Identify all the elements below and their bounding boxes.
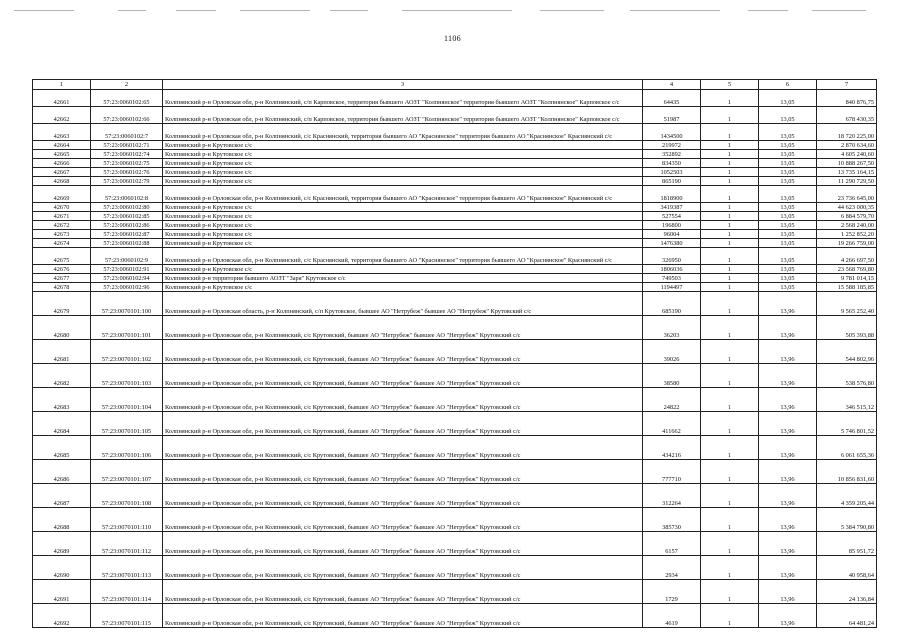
cadastral-number: 57:23:0060102:96 [91, 283, 163, 292]
area-value: 1476380 [643, 239, 701, 248]
quantity-value: 1 [701, 484, 759, 508]
area-value: 39026 [643, 340, 701, 364]
total-value: 19 266 759,00 [817, 239, 877, 248]
total-value: 9 565 252,40 [817, 292, 877, 316]
area-value: 96004 [643, 230, 701, 239]
quantity-value: 1 [701, 186, 759, 203]
table-row [33, 364, 877, 388]
quantity-value: 1 [701, 604, 759, 628]
record-number: 42692 [33, 604, 91, 628]
record-number: 42683 [33, 388, 91, 412]
record-number: 42668 [33, 177, 91, 186]
total-value: 85 951,72 [817, 532, 877, 556]
area-value: 865190 [643, 177, 701, 186]
total-value: 5 746 801,52 [817, 412, 877, 436]
record-number: 42679 [33, 292, 91, 316]
quantity-value: 1 [701, 221, 759, 230]
area-value: 1729 [643, 580, 701, 604]
table-row [33, 283, 877, 292]
record-number: 42675 [33, 248, 91, 265]
rate-value: 13,05 [759, 186, 817, 203]
quantity-value: 1 [701, 230, 759, 239]
quantity-value: 1 [701, 283, 759, 292]
table-row [33, 274, 877, 283]
record-number: 42690 [33, 556, 91, 580]
registry-table [32, 79, 877, 628]
area-value: 352892 [643, 150, 701, 159]
table-row [33, 90, 877, 107]
area-value: 6157 [643, 532, 701, 556]
location-address: Колпнянский р-н Орловская обл, р-н Колпнянский, с/с Краснянский, территория бывшего АО "Краснянское" территория бывшего АО "Краснянское" Краснянский с/с [163, 186, 643, 203]
area-value: 1194497 [643, 283, 701, 292]
location-address: Колпнянский р-н Крутовское с/с [163, 159, 643, 168]
rate-value: 13,96 [759, 532, 817, 556]
quantity-value: 1 [701, 364, 759, 388]
table-row [33, 388, 877, 412]
rate-value: 13,05 [759, 141, 817, 150]
area-value: 777710 [643, 460, 701, 484]
record-number: 42663 [33, 124, 91, 141]
table-row [33, 580, 877, 604]
record-number: 42685 [33, 436, 91, 460]
quantity-value: 1 [701, 412, 759, 436]
quantity-value: 1 [701, 239, 759, 248]
record-number: 42684 [33, 412, 91, 436]
quantity-value: 1 [701, 274, 759, 283]
total-value: 10 856 831,60 [817, 460, 877, 484]
record-number: 42671 [33, 212, 91, 221]
record-number: 42677 [33, 274, 91, 283]
total-value: 23 736 645,00 [817, 186, 877, 203]
quantity-value: 1 [701, 460, 759, 484]
rate-value: 13,05 [759, 212, 817, 221]
location-address: Колпнянский р-н Орловская обл, р-н Колпнянский, с/с Крутовский, бывшее АО "Нетрубеж" бывшее АО "Нетрубеж" Крутовский с/с [163, 508, 643, 532]
table-row [33, 212, 877, 221]
cadastral-number: 57:23:0070101:100 [91, 292, 163, 316]
record-number: 42682 [33, 364, 91, 388]
total-value: 24 136,84 [817, 580, 877, 604]
location-address: Колпнянский р-н Крутовское с/с [163, 141, 643, 150]
area-value: 434216 [643, 436, 701, 460]
quantity-value: 1 [701, 203, 759, 212]
quantity-value: 1 [701, 107, 759, 124]
table-row [33, 230, 877, 239]
table-row [33, 203, 877, 212]
location-address: Колпнянский р-н Орловская обл, р-н Колпнянский, с/с Крутовский, бывшее АО "Нетрубеж" бывшее АО "Нетрубеж" Крутовский с/с [163, 604, 643, 628]
record-number: 42673 [33, 230, 91, 239]
quantity-value: 1 [701, 150, 759, 159]
total-value: 40 958,64 [817, 556, 877, 580]
table-row [33, 532, 877, 556]
record-number: 42666 [33, 159, 91, 168]
quantity-value: 1 [701, 436, 759, 460]
area-value: 2934 [643, 556, 701, 580]
quantity-value: 1 [701, 90, 759, 107]
location-address: Колпнянский р-н Орловская обл, р-н Колпнянский, с/с Крутовский, бывшее АО "Нетрубеж" бывшее АО "Нетрубеж" Крутовский с/с [163, 364, 643, 388]
total-value: 23 568 769,80 [817, 265, 877, 274]
record-number: 42669 [33, 186, 91, 203]
cadastral-number: 57:23:0060102:71 [91, 141, 163, 150]
cadastral-number: 57:23:0070101:114 [91, 580, 163, 604]
total-value: 15 588 185,85 [817, 283, 877, 292]
location-address: Колпнянский р-н Крутовское с/с [163, 168, 643, 177]
page-number: 1106 [444, 34, 461, 43]
total-value: 6 884 579,70 [817, 212, 877, 221]
quantity-value: 1 [701, 124, 759, 141]
total-value: 1 252 852,20 [817, 230, 877, 239]
cadastral-number: 57:23:0070101:108 [91, 484, 163, 508]
rate-value: 13,96 [759, 580, 817, 604]
area-value: 385730 [643, 508, 701, 532]
cadastral-number: 57:23:0070101:115 [91, 604, 163, 628]
location-address: Колпнянский р-н Орловская обл, р-н Колпнянский, с/с Краснянский, территория бывшего АО "Краснянское" территория бывшего АО "Краснянское" Краснянский с/с [163, 248, 643, 265]
area-value: 312264 [643, 484, 701, 508]
total-value: 4 605 240,60 [817, 150, 877, 159]
area-value: 196800 [643, 221, 701, 230]
record-number: 42680 [33, 316, 91, 340]
table-row [33, 556, 877, 580]
table-row [33, 239, 877, 248]
record-number: 42670 [33, 203, 91, 212]
total-value: 4 359 205,44 [817, 484, 877, 508]
rate-value: 13,96 [759, 604, 817, 628]
location-address: Колпнянский р-н Крутовское с/с [163, 230, 643, 239]
quantity-value: 1 [701, 292, 759, 316]
quantity-value: 1 [701, 265, 759, 274]
table-row [33, 292, 877, 316]
table-row [33, 604, 877, 628]
column-header: 4 [643, 80, 701, 90]
total-value: 346 515,12 [817, 388, 877, 412]
total-value: 64 481,24 [817, 604, 877, 628]
location-address: Колпнянский р-н Орловская обл, р-н Колпнянский, с/п Карповское, территория бывшего АОЗТ "Колпнянское" территория бывшего АОЗТ "Колпнянское" Карповское с/с [163, 107, 643, 124]
location-address: Колпнянский р-н Крутовское с/с [163, 177, 643, 186]
total-value: 538 576,80 [817, 364, 877, 388]
cadastral-number: 57:23:0070101:103 [91, 364, 163, 388]
location-address: Колпнянский р-н Крутовское с/с [163, 212, 643, 221]
cadastral-number: 57:23:0060102:7 [91, 124, 163, 141]
rate-value: 13,05 [759, 221, 817, 230]
cadastral-number: 57:23:0060102:76 [91, 168, 163, 177]
total-value: 11 290 729,50 [817, 177, 877, 186]
rate-value: 13,96 [759, 364, 817, 388]
rate-value: 13,05 [759, 107, 817, 124]
cadastral-number: 57:23:0070101:112 [91, 532, 163, 556]
area-value: 1818900 [643, 186, 701, 203]
location-address: Колпнянский р-н Крутовское с/с [163, 265, 643, 274]
location-address: Колпнянский р-н Крутовское с/с [163, 203, 643, 212]
area-value: 36203 [643, 316, 701, 340]
rate-value: 13,05 [759, 203, 817, 212]
record-number: 42678 [33, 283, 91, 292]
area-value: 24822 [643, 388, 701, 412]
cadastral-number: 57:23:0070101:105 [91, 412, 163, 436]
column-header: 1 [33, 80, 91, 90]
total-value: 4 266 697,50 [817, 248, 877, 265]
quantity-value: 1 [701, 340, 759, 364]
total-value: 6 061 655,36 [817, 436, 877, 460]
area-value: 749503 [643, 274, 701, 283]
cadastral-number: 57:23:0070101:106 [91, 436, 163, 460]
record-number: 42691 [33, 580, 91, 604]
cadastral-number: 57:23:0070101:107 [91, 460, 163, 484]
record-number: 42674 [33, 239, 91, 248]
table-row [33, 316, 877, 340]
quantity-value: 1 [701, 316, 759, 340]
location-address: Колпнянский р-н Орловская обл, р-н Колпнянский, с/с Крутовский, бывшее АО "Нетрубеж" бывшее АО "Нетрубеж" Крутовский с/с [163, 436, 643, 460]
area-value: 1806036 [643, 265, 701, 274]
quantity-value: 1 [701, 388, 759, 412]
record-number: 42667 [33, 168, 91, 177]
area-value: 685190 [643, 292, 701, 316]
location-address: Колпнянский р-н Крутовское с/с [163, 221, 643, 230]
cadastral-number: 57:23:0060102:87 [91, 230, 163, 239]
cadastral-number: 57:23:0060102:86 [91, 221, 163, 230]
record-number: 42688 [33, 508, 91, 532]
cadastral-number: 57:23:0070101:101 [91, 316, 163, 340]
rate-value: 13,96 [759, 292, 817, 316]
record-number: 42681 [33, 340, 91, 364]
location-address: Колпнянский р-н территория бывшего АОЗТ "Заря" Крутовское с/с [163, 274, 643, 283]
total-value: 18 720 225,00 [817, 124, 877, 141]
table-row [33, 141, 877, 150]
record-number: 42689 [33, 532, 91, 556]
rate-value: 13,96 [759, 388, 817, 412]
location-address: Колпнянский р-н Орловская обл, р-н Колпнянский, с/с Крутовский, бывшее АО "Нетрубеж" бывшее АО "Нетрубеж" Крутовский с/с [163, 316, 643, 340]
location-address: Колпнянский р-н Орловская обл, р-н Колпнянский, с/с Крутовский, бывшее АО "Нетрубеж" бывшее АО "Нетрубеж" Крутовский с/с [163, 556, 643, 580]
total-value: 840 876,75 [817, 90, 877, 107]
rate-value: 13,05 [759, 90, 817, 107]
total-value: 678 430,35 [817, 107, 877, 124]
table-row [33, 340, 877, 364]
area-value: 64435 [643, 90, 701, 107]
quantity-value: 1 [701, 248, 759, 265]
total-value: 505 393,88 [817, 316, 877, 340]
table-row [33, 484, 877, 508]
area-value: 38580 [643, 364, 701, 388]
record-number: 42665 [33, 150, 91, 159]
rate-value: 13,96 [759, 340, 817, 364]
quantity-value: 1 [701, 532, 759, 556]
table-row [33, 177, 877, 186]
quantity-value: 1 [701, 159, 759, 168]
record-number: 42664 [33, 141, 91, 150]
rate-value: 13,96 [759, 484, 817, 508]
location-address: Колпнянский р-н Орловская обл, р-н Колпнянский, с/с Крутовский, бывшее АО "Нетрубеж" бывшее АО "Нетрубеж" Крутовский с/с [163, 412, 643, 436]
scan-artifacts [0, 6, 905, 20]
record-number: 42686 [33, 460, 91, 484]
table-row [33, 159, 877, 168]
rate-value: 13,96 [759, 436, 817, 460]
cadastral-number: 57:23:0070101:104 [91, 388, 163, 412]
cadastral-number: 57:23:0060102:85 [91, 212, 163, 221]
location-address: Колпнянский р-н Орловская обл, р-н Колпнянский, с/с Крутовский, бывшее АО "Нетрубеж" бывшее АО "Нетрубеж" Крутовский с/с [163, 580, 643, 604]
cadastral-number: 57:23:0060102:65 [91, 90, 163, 107]
cadastral-number: 57:23:0060102:88 [91, 239, 163, 248]
location-address: Колпнянский р-н Орловская обл, р-н Колпнянский, с/п Карповское, территория бывшего АОЗТ "Колпнянское" территория бывшего АОЗТ "Колпнянское" Карповское с/с [163, 90, 643, 107]
cadastral-number: 57:23:0070101:110 [91, 508, 163, 532]
quantity-value: 1 [701, 580, 759, 604]
rate-value: 13,05 [759, 150, 817, 159]
table-row [33, 248, 877, 265]
record-number: 42662 [33, 107, 91, 124]
total-value: 2 870 634,60 [817, 141, 877, 150]
cadastral-number: 57:23:0060102:80 [91, 203, 163, 212]
location-address: Колпнянский р-н Крутовское с/с [163, 239, 643, 248]
table-row [33, 221, 877, 230]
rate-value: 13,96 [759, 508, 817, 532]
total-value: 10 888 267,50 [817, 159, 877, 168]
rate-value: 13,96 [759, 412, 817, 436]
table-row [33, 460, 877, 484]
quantity-value: 1 [701, 556, 759, 580]
table-row [33, 107, 877, 124]
location-address: Колпнянский р-н Орловская обл, р-н Колпнянский, с/с Крутовский, бывшее АО "Нетрубеж" бывшее АО "Нетрубеж" Крутовский с/с [163, 532, 643, 556]
record-number: 42672 [33, 221, 91, 230]
cadastral-number: 57:23:0060102:66 [91, 107, 163, 124]
rate-value: 13,05 [759, 230, 817, 239]
table-row [33, 168, 877, 177]
rate-value: 13,05 [759, 159, 817, 168]
quantity-value: 1 [701, 168, 759, 177]
cadastral-number: 57:23:0060102:91 [91, 265, 163, 274]
table-row [33, 150, 877, 159]
total-value: 2 568 240,00 [817, 221, 877, 230]
total-value: 9 781 014,15 [817, 274, 877, 283]
table-header-row [33, 80, 877, 90]
table-row [33, 436, 877, 460]
cadastral-number: 57:23:0060102:79 [91, 177, 163, 186]
table-row [33, 186, 877, 203]
rate-value: 13,05 [759, 168, 817, 177]
column-header: 3 [163, 80, 643, 90]
rate-value: 13,05 [759, 274, 817, 283]
rate-value: 13,05 [759, 248, 817, 265]
column-header: 5 [701, 80, 759, 90]
location-address: Колпнянский р-н Орловская обл, р-н Колпнянский, с/с Крутовский, бывшее АО "Нетрубеж" бывшее АО "Нетрубеж" Крутовский с/с [163, 340, 643, 364]
table-row [33, 508, 877, 532]
total-value: 44 623 000,35 [817, 203, 877, 212]
table-row [33, 124, 877, 141]
area-value: 1052503 [643, 168, 701, 177]
total-value: 544 802,96 [817, 340, 877, 364]
record-number: 42676 [33, 265, 91, 274]
rate-value: 13,05 [759, 239, 817, 248]
column-header: 2 [91, 80, 163, 90]
area-value: 51987 [643, 107, 701, 124]
cadastral-number: 57:23:0060102:75 [91, 159, 163, 168]
quantity-value: 1 [701, 177, 759, 186]
rate-value: 13,96 [759, 556, 817, 580]
area-value: 326950 [643, 248, 701, 265]
quantity-value: 1 [701, 508, 759, 532]
cadastral-number: 57:23:0060102:8 [91, 186, 163, 203]
location-address: Колпнянский р-н Орловская область, р-н Колпнянский, с/п Крутовское, бывшее АО "Нетрубеж" бывшее АО "Нетрубеж" Крутовский с/с [163, 292, 643, 316]
location-address: Колпнянский р-н Орловская обл, р-н Колпнянский, с/с Краснянский, территория бывшего АО "Краснянское" территория бывшего АО "Краснянское" Краснянский с/с [163, 124, 643, 141]
location-address: Колпнянский р-н Орловская обл, р-н Колпнянский, с/с Крутовский, бывшее АО "Нетрубеж" бывшее АО "Нетрубеж" Крутовский с/с [163, 484, 643, 508]
column-header: 7 [817, 80, 877, 90]
location-address: Колпнянский р-н Крутовское с/с [163, 283, 643, 292]
total-value: 5 384 790,80 [817, 508, 877, 532]
record-number: 42687 [33, 484, 91, 508]
rate-value: 13,05 [759, 177, 817, 186]
area-value: 219972 [643, 141, 701, 150]
rate-value: 13,05 [759, 265, 817, 274]
area-value: 4619 [643, 604, 701, 628]
table-row [33, 265, 877, 274]
table-row [33, 412, 877, 436]
column-header: 6 [759, 80, 817, 90]
location-address: Колпнянский р-н Орловская обл, р-н Колпнянский, с/с Крутовский, бывшее АО "Нетрубеж" бывшее АО "Нетрубеж" Крутовский с/с [163, 460, 643, 484]
area-value: 834350 [643, 159, 701, 168]
cadastral-number: 57:23:0060102:94 [91, 274, 163, 283]
record-number: 42661 [33, 90, 91, 107]
cadastral-number: 57:23:0070101:113 [91, 556, 163, 580]
location-address: Колпнянский р-н Крутовское с/с [163, 150, 643, 159]
quantity-value: 1 [701, 141, 759, 150]
location-address: Колпнянский р-н Орловская обл, р-н Колпнянский, с/с Крутовский, бывшее АО "Нетрубеж" бывшее АО "Нетрубеж" Крутовский с/с [163, 388, 643, 412]
area-value: 3419387 [643, 203, 701, 212]
rate-value: 13,96 [759, 316, 817, 340]
total-value: 13 735 164,15 [817, 168, 877, 177]
rate-value: 13,96 [759, 460, 817, 484]
cadastral-number: 57:23:0070101:102 [91, 340, 163, 364]
area-value: 1434500 [643, 124, 701, 141]
quantity-value: 1 [701, 212, 759, 221]
cadastral-number: 57:23:0060102:74 [91, 150, 163, 159]
rate-value: 13,05 [759, 124, 817, 141]
rate-value: 13,05 [759, 283, 817, 292]
area-value: 411662 [643, 412, 701, 436]
cadastral-number: 57:23:0060102:9 [91, 248, 163, 265]
area-value: 527554 [643, 212, 701, 221]
